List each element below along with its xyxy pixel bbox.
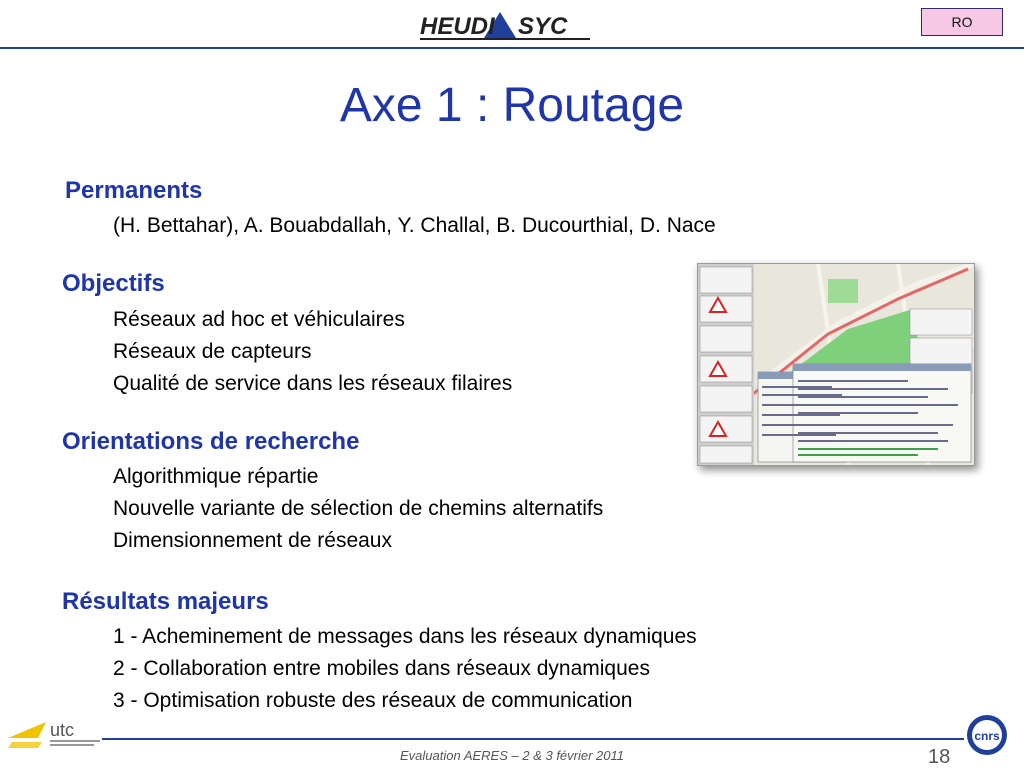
- cnrs-logo: [966, 714, 1008, 756]
- list-item: Qualité de service dans les réseaux filaires: [113, 372, 513, 395]
- list-item: (H. Bettahar), A. Bouabdallah, Y. Challal, B. Ducourthial, D. Nace: [113, 214, 716, 237]
- section-items-orientations: [113, 461, 603, 557]
- section-badge: RO: [921, 8, 1003, 36]
- list-item: Nouvelle variante de sélection de chemins alternatifs: [113, 497, 604, 520]
- heudiasyc-logo-graphic: [418, 8, 593, 42]
- list-item: Algorithmique répartie: [113, 465, 319, 488]
- section-title-resultats: Résultats majeurs: [62, 588, 269, 615]
- footer-text: Evaluation AERES – 2 & 3 février 2011: [399, 748, 624, 763]
- svg-text:cnrs: cnrs: [974, 729, 1000, 743]
- slide-title: Axe 1 : Routage: [339, 79, 685, 132]
- section-items-resultats: [113, 621, 697, 717]
- cnrs-logo-graphic: [966, 714, 1008, 756]
- list-item: 1 - Acheminement de messages dans les réseaux dynamiques: [113, 625, 697, 648]
- footer-divider: [102, 738, 964, 740]
- svg-text:SYC: SYC: [518, 13, 568, 40]
- header-divider: [0, 47, 1024, 49]
- svg-text:utc: utc: [50, 720, 75, 740]
- section-title-permanents: Permanents: [65, 177, 203, 204]
- list-item: 2 - Collaboration entre mobiles dans réseaux dynamiques: [113, 657, 650, 680]
- section-items-permanents: [113, 210, 716, 242]
- list-item: Réseaux ad hoc et véhiculaires: [113, 308, 405, 331]
- svg-text:HEUDI: HEUDI: [420, 13, 495, 40]
- section-title-objectifs: Objectifs: [62, 270, 165, 297]
- page-number: 18: [928, 746, 951, 768]
- heudiasyc-logo: [418, 8, 593, 42]
- list-item: Réseaux de capteurs: [113, 340, 312, 363]
- list-item: 3 - Optimisation robuste des réseaux de communication: [113, 689, 633, 712]
- section-title-orientations: Orientations de recherche: [62, 428, 360, 455]
- simulation-screenshot: [697, 263, 975, 466]
- map-simulation-image: [698, 264, 974, 465]
- list-item: Dimensionnement de réseaux: [113, 529, 392, 552]
- section-items-objectifs: [113, 304, 512, 400]
